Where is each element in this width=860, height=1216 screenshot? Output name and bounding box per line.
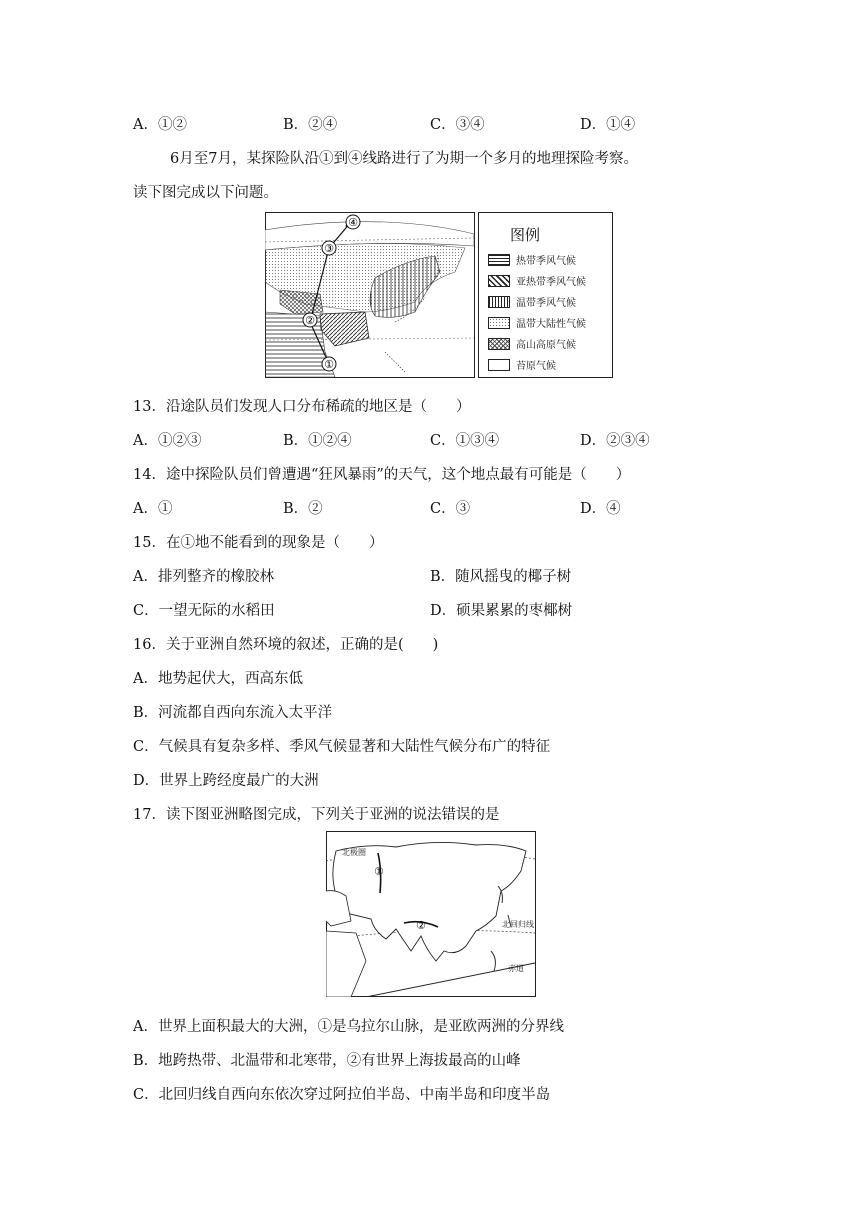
q16-option-a: A．地势起伏大，西高东低	[133, 671, 303, 687]
q16-stem: 16．关于亚洲自然环境的叙述，正确的是( )	[133, 637, 439, 653]
legend-label: 温带季风气候	[516, 298, 576, 309]
legend-swatch	[488, 275, 510, 287]
q15-option-c: C．一望无际的水稻田	[133, 603, 275, 619]
arctic-circle-label: 北极圈	[342, 848, 366, 857]
q14-option-d: D．④	[580, 501, 621, 517]
legend-label: 亚热带季风气候	[516, 277, 586, 288]
q16-option-d: D．世界上跨经度最广的大洲	[133, 773, 319, 789]
q14-option-a: A．①	[133, 501, 173, 517]
point-4: ④	[348, 216, 358, 229]
legend-label: 苔原气候	[516, 361, 556, 372]
q15-option-a: A．排列整齐的橡胶林	[133, 569, 274, 585]
legend-item-temperate-monsoon	[488, 294, 576, 309]
q13-option-a: A．①②③	[133, 433, 202, 449]
prev-option-c: C．③④	[430, 117, 485, 133]
legend-item-continental	[488, 315, 586, 330]
climate-route-map	[265, 212, 475, 378]
point-2: ②	[305, 314, 315, 327]
equator-label: 赤道	[508, 964, 524, 973]
point-3: ③	[324, 242, 334, 255]
q17-option-b: B．地跨热带、北温带和北寒带，②有世界上海拔最高的山峰	[133, 1053, 521, 1069]
q13-option-b: B．①②④	[283, 433, 352, 449]
legend-title: 图例	[510, 226, 541, 244]
q15-option-d: D．硕果累累的枣椰树	[430, 603, 573, 619]
map-point-2: ②	[416, 919, 426, 932]
q13-option-c: C．①③④	[430, 433, 500, 449]
prev-option-b: B．②④	[283, 117, 338, 133]
q15-option-b: B．随风摇曳的椰子树	[430, 569, 572, 585]
legend-swatch	[488, 254, 510, 266]
q13-option-d: D．②③④	[580, 433, 650, 449]
asia-sketch-map	[326, 831, 536, 997]
q17-option-a: A．世界上面积最大的大洲，①是乌拉尔山脉，是亚欧两洲的分界线	[133, 1019, 564, 1035]
map-point-1: ①	[374, 865, 384, 878]
legend-item-tropical	[488, 252, 576, 267]
q16-option-c: C．气候具有复杂多样、季风气候显著和大陆性气候分布广的特征	[133, 739, 551, 755]
q17-option-c: C．北回归线自西向东依次穿过阿拉伯半岛、中南半岛和印度半岛	[133, 1087, 551, 1103]
legend-label: 热带季风气候	[516, 256, 576, 267]
q15-stem: 15．在①地不能看到的现象是（ ）	[133, 535, 384, 551]
legend-swatch	[488, 296, 510, 308]
legend-swatch	[488, 359, 510, 371]
legend-label: 高山高原气候	[516, 340, 576, 351]
legend-item-tundra	[488, 357, 556, 372]
q13-stem: 13．沿途队员们发现人口分布稀疏的地区是（ ）	[133, 399, 471, 415]
tropic-label: 北回归线	[502, 920, 534, 929]
prev-option-a: A．①②	[133, 117, 187, 133]
q17-stem: 17．读下图亚洲略图完成，下列关于亚洲的说法错误的是	[133, 807, 500, 823]
q14-option-c: C．③	[430, 501, 471, 517]
intro-line-2: 读下图完成以下问题。	[133, 185, 278, 201]
legend-label: 温带大陆性气候	[516, 319, 586, 330]
prev-option-d: D．①④	[580, 117, 636, 133]
q14-stem: 14．途中探险队员们曾遭遇“狂风暴雨”的天气，这个地点最有可能是（ ）	[133, 467, 631, 483]
legend-item-highland	[488, 336, 576, 351]
intro-line-1: 6月至7月，某探险队沿①到④线路进行了为期一个多月的地理探险考察。	[170, 151, 638, 167]
legend-swatch	[488, 338, 510, 350]
q14-option-b: B．②	[283, 501, 323, 517]
legend-swatch	[488, 317, 510, 329]
legend-item-subtropical	[488, 273, 586, 288]
q16-option-b: B．河流都自西向东流入太平洋	[133, 705, 333, 721]
point-1: ①	[324, 358, 334, 371]
